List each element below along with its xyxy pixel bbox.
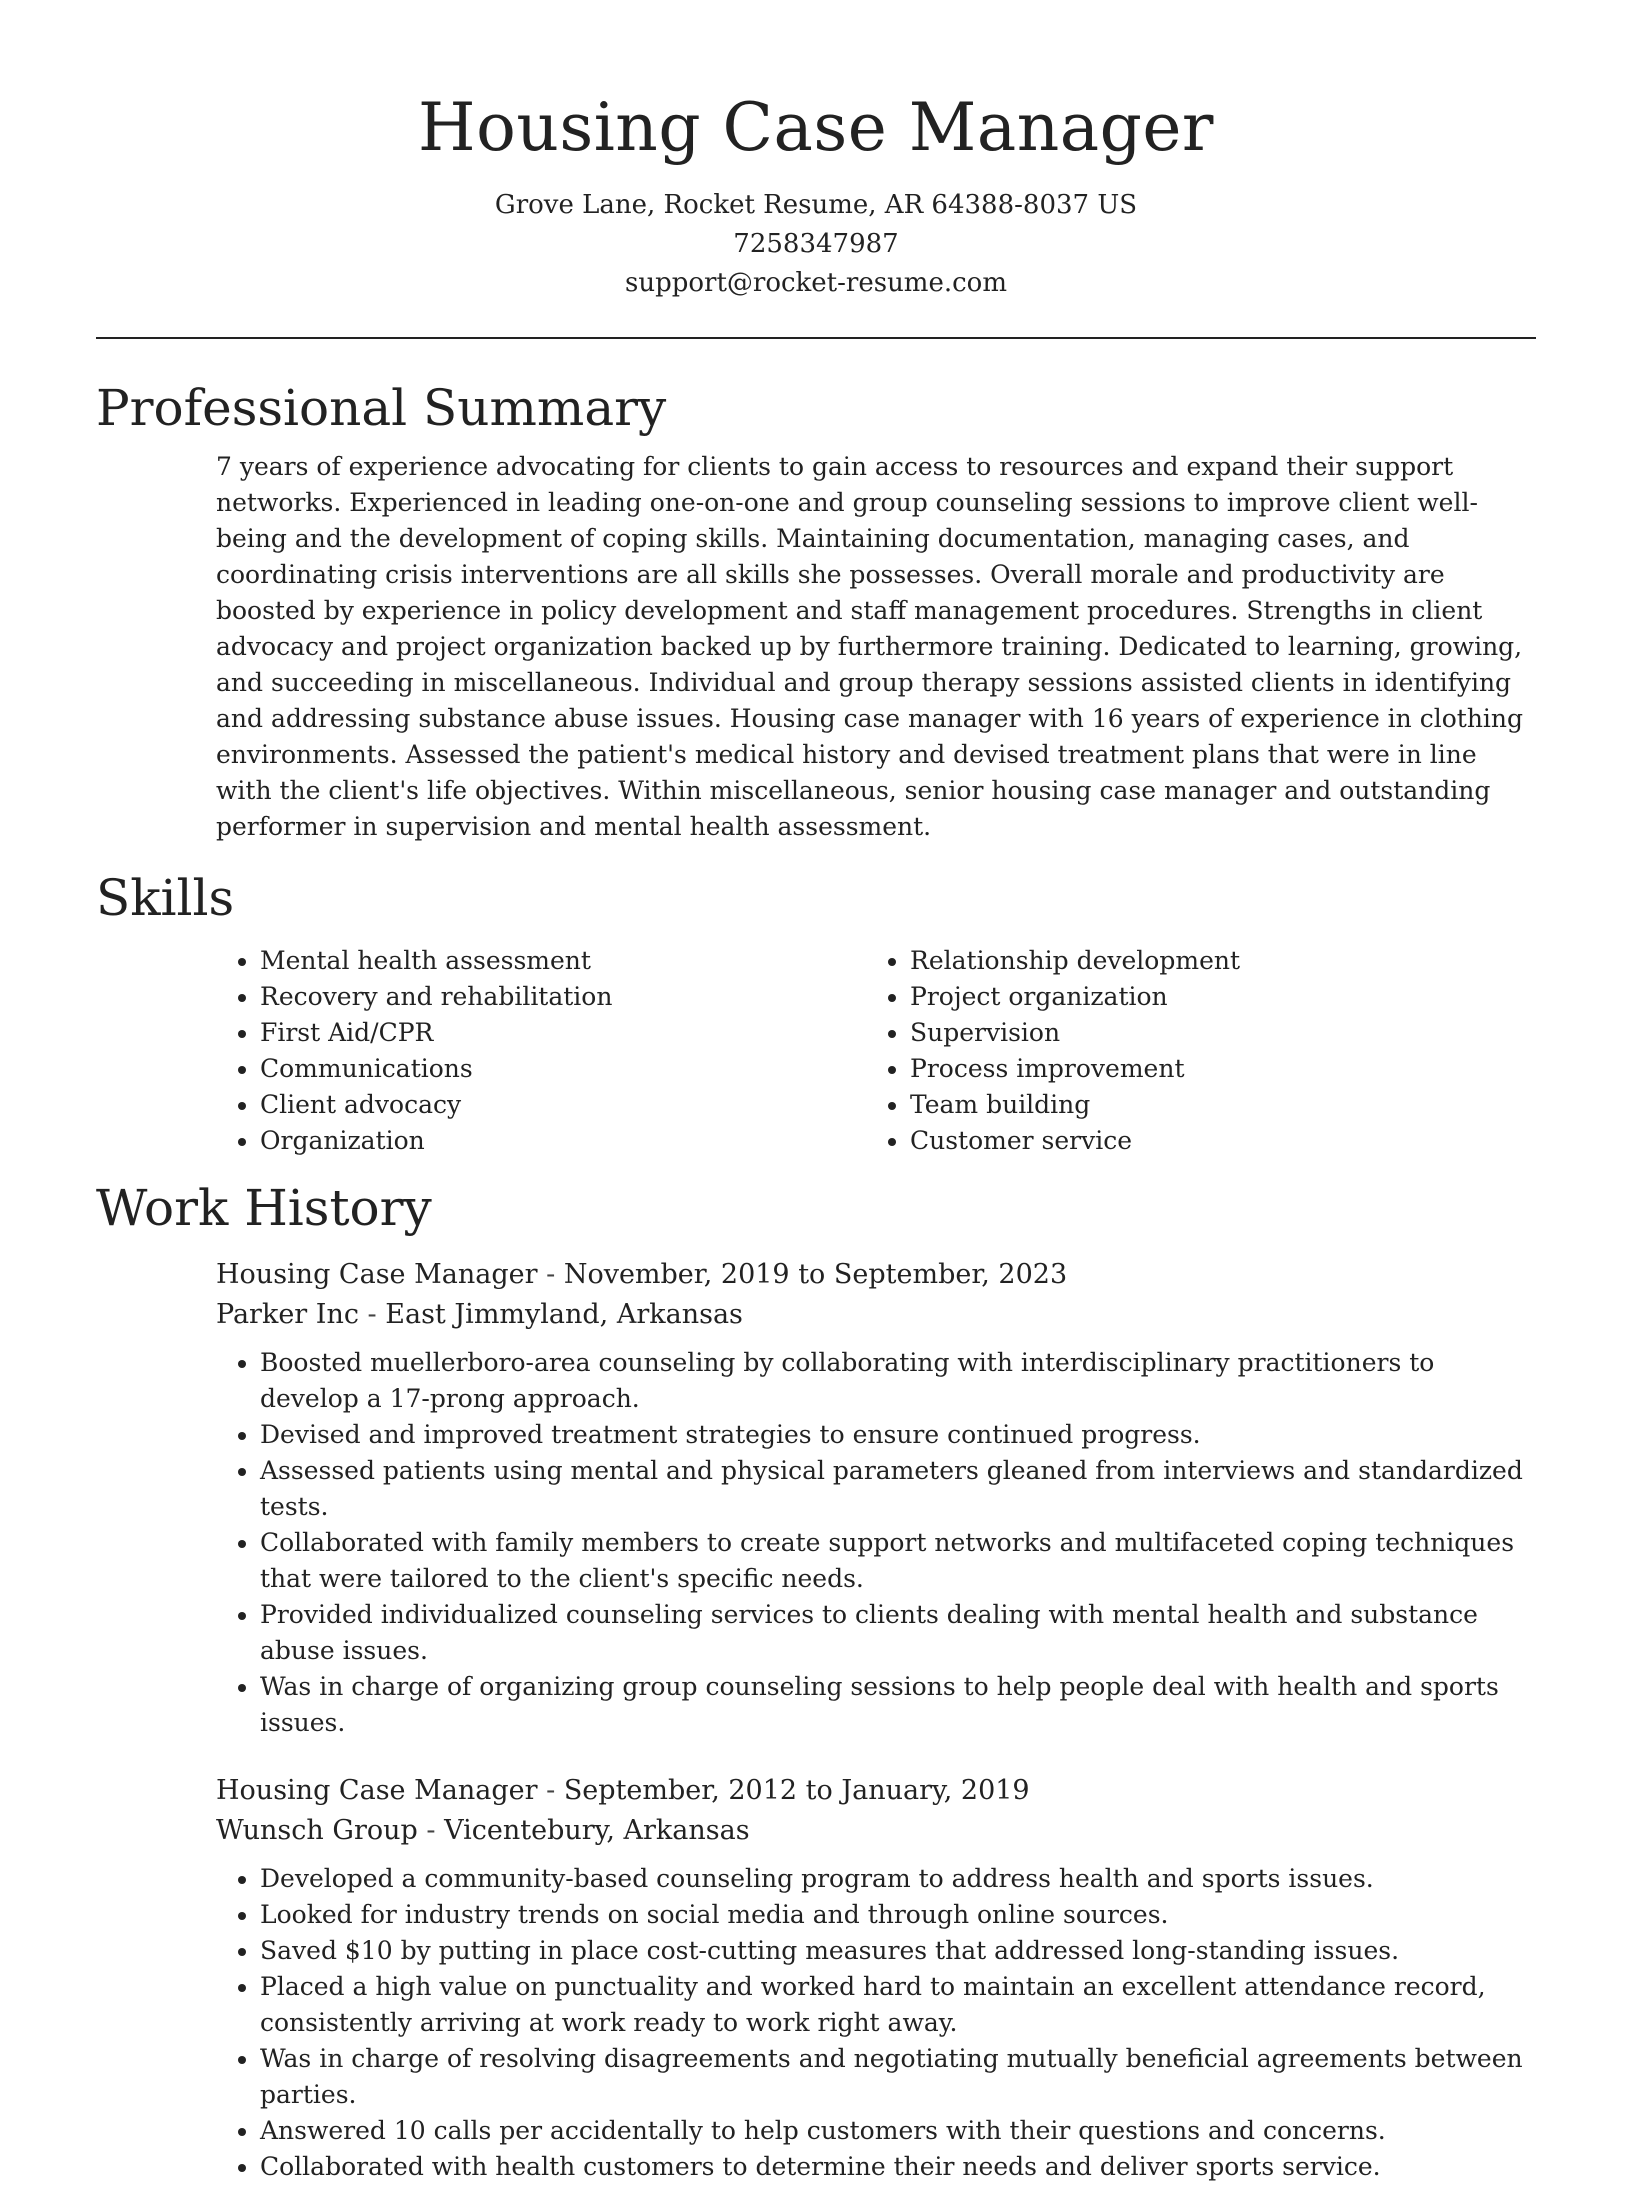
resume-name: Housing Case Manager	[418, 89, 1214, 166]
job-company-line: Parker Inc - East Jimmyland, Arkansas	[216, 1299, 743, 1330]
skill-item: • Client advocacy	[260, 1087, 866, 1123]
header-divider	[96, 337, 1536, 339]
skill-item: • Process improvement	[910, 1051, 1516, 1087]
job-duty: • Developed a community-based counseling program to address health and sports issues.	[260, 1861, 1536, 1897]
job-company-line: Wunsch Group - Vicentebury, Arkansas	[216, 1815, 750, 1846]
job-company: Parker Inc	[216, 1299, 359, 1330]
skill-item: • Relationship development	[910, 943, 1516, 979]
job-duty: • Assessed patients using mental and physical parameters gleaned from interviews and standardized tests.	[260, 1453, 1536, 1525]
skills-list	[216, 943, 1536, 1159]
job-dates: November, 2019 to September, 2023	[563, 1259, 1068, 1290]
job-title-line: Housing Case Manager - September, 2012 to January, 2019	[216, 1775, 1030, 1806]
job-entry	[216, 1771, 1536, 2185]
resume-page	[96, 0, 1536, 2185]
job-company: Wunsch Group	[216, 1815, 418, 1846]
job-dates: September, 2012 to January, 2019	[563, 1775, 1030, 1806]
job-title-line: Housing Case Manager - November, 2019 to September, 2023	[216, 1259, 1068, 1290]
skill-item: • Mental health assessment	[260, 943, 866, 979]
contact-block	[96, 186, 1536, 303]
job-entry	[216, 1255, 1536, 1741]
contact-phone: 7258347987	[733, 229, 899, 259]
job-duties	[216, 1861, 1536, 2185]
skill-item: • Project organization	[910, 979, 1516, 1015]
skills-column-right	[866, 943, 1516, 1159]
skills-heading: Skills	[96, 869, 235, 927]
summary-heading: Professional Summary	[96, 379, 667, 437]
job-location: East Jimmyland, Arkansas	[385, 1299, 743, 1330]
job-duty: • Provided individualized counseling services to clients dealing with mental health and substance abuse issues.	[260, 1597, 1536, 1669]
job-duty: • Boosted muellerboro-area counseling by collaborating with interdisciplinary practitioners to develop a 17-prong approach.	[260, 1345, 1536, 1417]
contact-email: support@rocket-resume.com	[624, 268, 1007, 298]
skill-item: • Supervision	[910, 1015, 1516, 1051]
job-role: Housing Case Manager	[216, 1259, 538, 1290]
skill-item: • Recovery and rehabilitation	[260, 979, 866, 1015]
job-duty: • Devised and improved treatment strategies to ensure continued progress.	[260, 1417, 1536, 1453]
job-duty: • Saved $10 by putting in place cost-cutting measures that addressed long-standing issues.	[260, 1933, 1536, 1969]
skill-item: • Customer service	[910, 1123, 1516, 1159]
skill-item: • Organization	[260, 1123, 866, 1159]
job-duty: • Placed a high value on punctuality and worked hard to maintain an excellent attendance record, consistently arriving at work ready to work right away.	[260, 1969, 1536, 2041]
job-duty: • Looked for industry trends on social media and through online sources.	[260, 1897, 1536, 1933]
job-duty: • Collaborated with health customers to determine their needs and deliver sports service.	[260, 2149, 1536, 2185]
job-duty: • Collaborated with family members to create support networks and multifaceted coping techniques that were tailored to the client's specific needs.	[260, 1525, 1536, 1597]
job-location: Vicentebury, Arkansas	[444, 1815, 750, 1846]
skills-column-left	[216, 943, 866, 1159]
summary-text: 7 years of experience advocating for clients to gain access to resources and expand their support networks. Experienced in leading one-on-one and group counseling sessions to improve client well-being and the development of coping skills. Maintaining documentation, managing cases, and coordinating crisis interventions are all skills she possesses. Overall morale and productivity are boosted by experience in policy development and staff management procedures. Strengths in client advocacy and project organization backed up by furthermore training. Dedicated to learning, growing, and succeeding in miscellaneous. Individual and group therapy sessions assisted clients in identifying and addressing substance abuse issues. Housing case manager with 16 years of experience in clothing environments. Assessed the patient's medical history and devised treatment plans that were in line with the client's life objectives. Within miscellaneous, senior housing case manager and outstanding performer in supervision and mental health assessment.	[216, 452, 1524, 841]
skill-item: • Team building	[910, 1087, 1516, 1123]
contact-address: Grove Lane, Rocket Resume, AR 64388-8037 US	[494, 190, 1138, 220]
job-role: Housing Case Manager	[216, 1775, 538, 1806]
job-duty: • Was in charge of resolving disagreements and negotiating mutually beneficial agreements between parties.	[260, 2041, 1536, 2113]
skill-item: • Communications	[260, 1051, 866, 1087]
job-duties	[216, 1345, 1536, 1741]
work-history-heading: Work History	[96, 1179, 432, 1237]
skill-item: • First Aid/CPR	[260, 1015, 866, 1051]
job-duty: • Was in charge of organizing group counseling sessions to help people deal with health and sports issues.	[260, 1669, 1536, 1741]
job-duty: • Answered 10 calls per accidentally to help customers with their questions and concerns.	[260, 2113, 1536, 2149]
